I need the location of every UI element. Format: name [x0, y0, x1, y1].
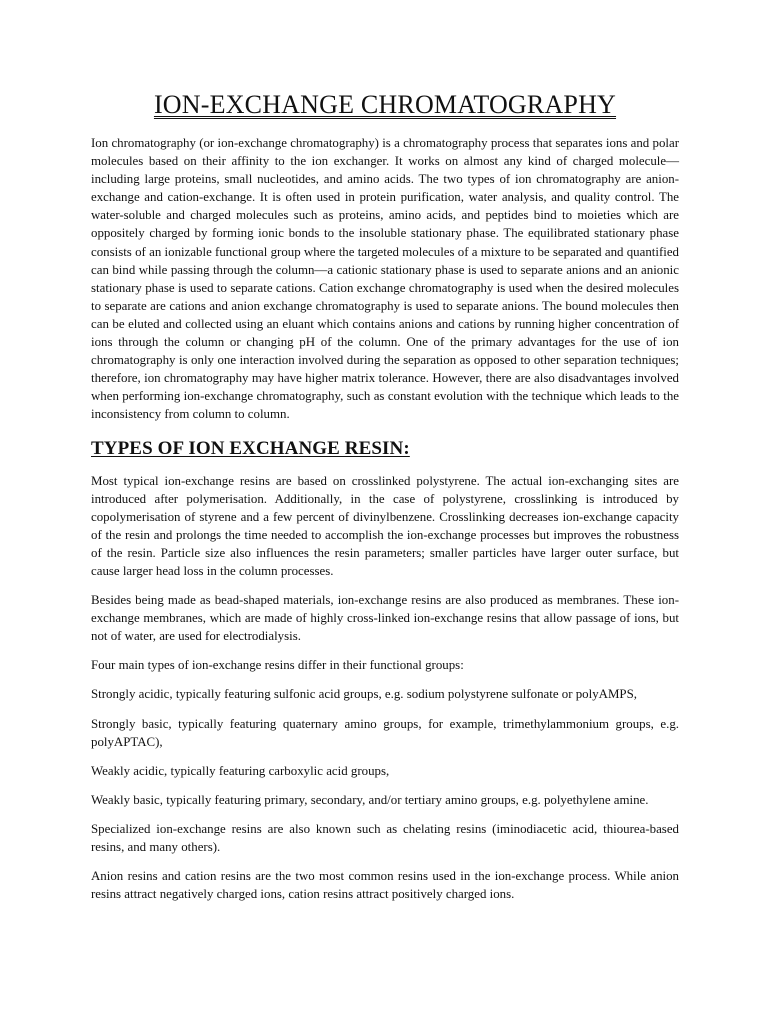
paragraph-four-types: Four main types of ion-exchange resins differ in their functional groups: [91, 658, 464, 673]
paragraph-strongly-basic: Strongly basic, typically featuring quaternary amino groups, for example, trimethylammonium groups, e.g. polyAPTAC), [91, 716, 679, 749]
paragraph-specialized: Specialized ion-exchange resins are also known such as chelating resins (iminodiacetic acid, thiourea-based resins, and many others). [91, 821, 679, 854]
paragraph-anion-cation: Anion resins and cation resins are the two most common resins used in the ion-exchange process. While anion resins attract negatively charged ions, cation resins attract positively charged ions. [91, 869, 679, 902]
paragraph-strongly-acidic: Strongly acidic, typically featuring sulfonic acid groups, e.g. sodium polystyrene sulfonate or polyAMPS, [91, 687, 637, 702]
intro-paragraph: Ion chromatography (or ion-exchange chromatography) is a chromatography process that separates ions and polar molecules based on their affinity to the ion exchanger. It works on almost any kind of charged molecule—including large proteins, small nucleotides, and amino acids. The two types of ion chromatography are anion-exchange and cation-exchange. It is often used in protein purification, water analysis, and quality control. The water-soluble and charged molecules such as proteins, amino acids, and peptides bind to moieties which are oppositely charged by forming ionic bonds to the insoluble stationary phase. The equilibrated stationary phase consists of an ionizable functional group where the targeted molecules of a mixture to be separated and quantified can bind while passing through the column—a cationic stationary phase is used to separate anions and an anionic stationary phase is used to separate cations. Cation exchange chromatography is used when the desired molecules to separate are cations and anion exchange chromatography is used to separate anions. The bound molecules then can be eluted and collected using an eluant which contains anions and cations by running higher concentration of ions through the column or changing pH of the column. One of the primary advantages for the use of ion chromatography is only one interaction involved during the separation as opposed to other separation techniques; therefore, ion chromatography may have higher matrix tolerance. However, there are also disadvantages involved when performing ion-exchange chromatography, such as constant evolution with the technique which leads to the inconsistency from column to column. [91, 136, 679, 422]
paragraph-weakly-acidic: Weakly acidic, typically featuring carboxylic acid groups, [91, 763, 390, 778]
page-title: ION-EXCHANGE CHROMATOGRAPHY [153, 90, 617, 119]
paragraph-crosslinked-polystyrene: Most typical ion-exchange resins are based on crosslinked polystyrene. The actual ion-exchanging sites are introduced after polymerisation. Additionally, in the case of polystyrene, crosslinking is introduced by copolymerisation of styrene and a few percent of divinylbenzene. Crosslinking decreases ion-exchange capacity of the resin and prolongs the time needed to accomplish the ion-exchange processes but improves the robustness of the resin. Particle size also influences the resin parameters; smaller particles have larger outer surface, but cause larger head loss in the column processes. [91, 473, 679, 578]
paragraph-weakly-basic: Weakly basic, typically featuring primary, secondary, and/or tertiary amino groups, e.g. polyethylene amine. [91, 792, 649, 807]
document-page [91, 90, 679, 914]
paragraph-membranes: Besides being made as bead-shaped materials, ion-exchange resins are also produced as membranes. These ion-exchange membranes, which are made of highly cross-linked ion-exchange resins that allow passage of ions, but not of water, are used for electrodialysis. [91, 593, 679, 644]
section-heading: TYPES OF ION EXCHANGE RESIN: [91, 437, 410, 459]
